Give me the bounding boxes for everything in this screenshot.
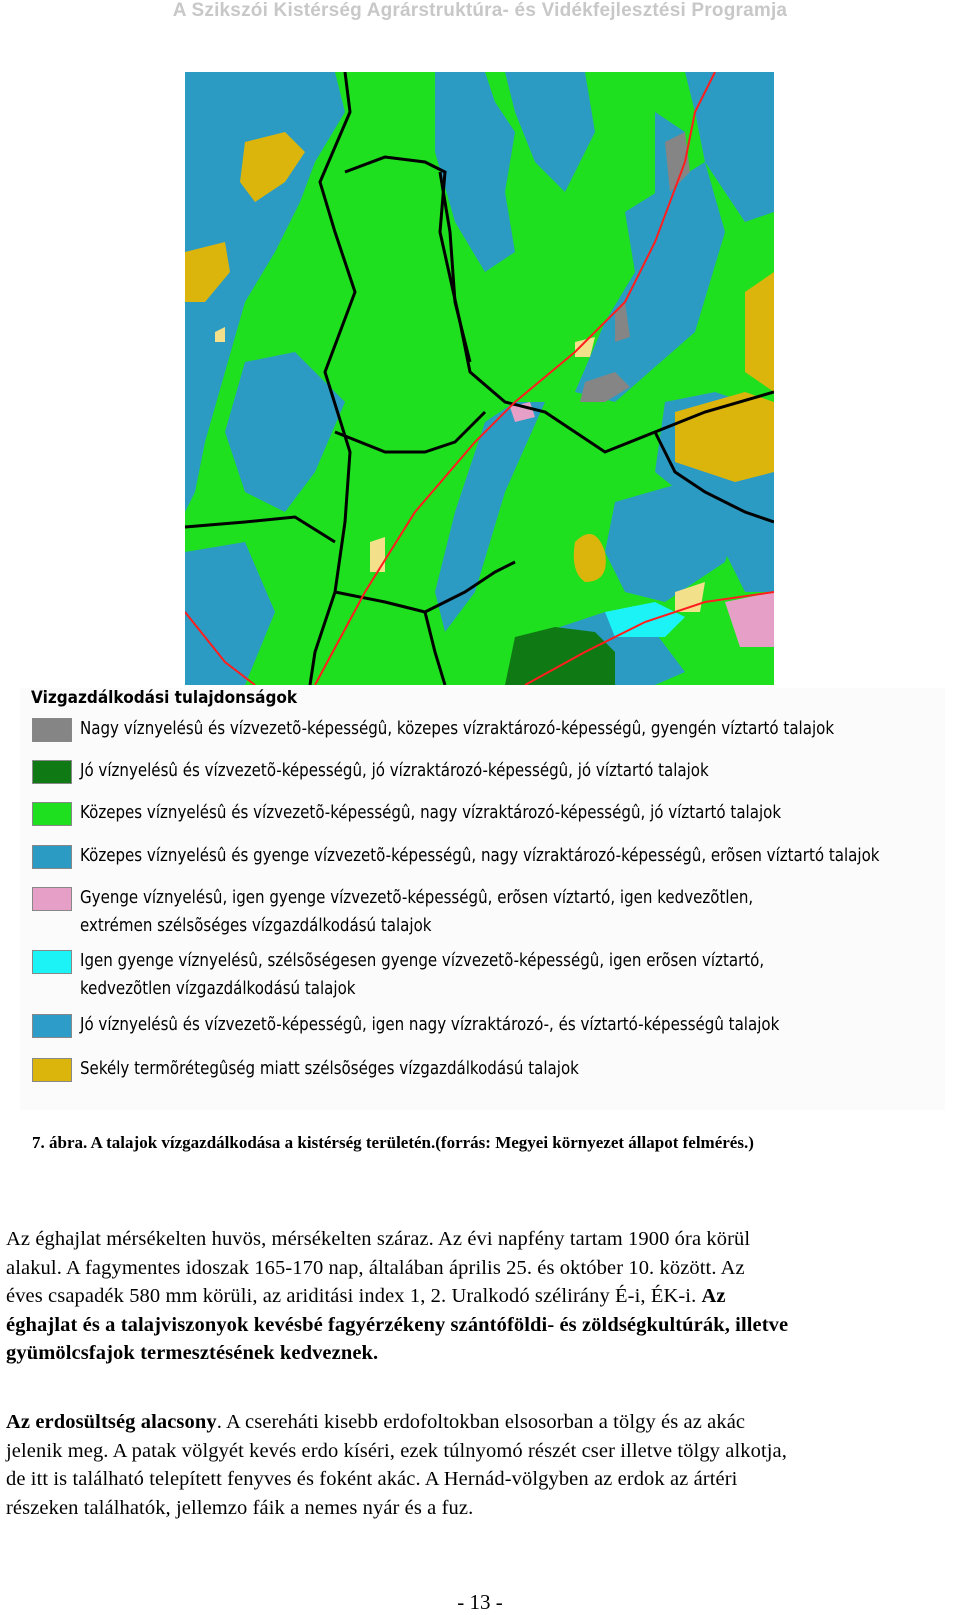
legend-swatch [32,887,72,911]
paragraph-line: de itt is található telepített fenyves és foként akác. A Hernád-völgyben az erdok az ártéri [6,1468,738,1490]
bold-text: éghajlat és a talajviszonyok kevésbé fagyérzékeny szántóföldi- és zöldségkultúrák, illetve [6,1313,789,1336]
legend-label: Közepes víznyelésû és vízvezetõ-képességû, nagy vízraktározó-képességû, jó víztartó talajok [80,803,782,823]
paragraph-climate [6,1225,954,1368]
legend-swatch [32,1014,72,1038]
legend-swatch [32,802,72,826]
legend-swatch [32,950,72,974]
bold-text: Az [701,1285,726,1307]
legend-label: Igen gyenge víznyelésû, szélsõségesen gyenge vízvezetõ-képességû, igen erõsen víztartó, [80,951,765,971]
paragraph-line [6,1408,954,1437]
darkgreen-region [505,627,615,685]
legend-label: Jó víznyelésû és vízvezetõ-képességû, igen nagy vízraktározó-, és víztartó-képességû talajok [80,1015,780,1035]
paragraph-line-text: éves csapadék 580 mm körüli, az ariditási index 1, 2. Uralkodó szélirány É-i, ÉK-i. [6,1285,697,1307]
legend-swatch [32,1058,72,1082]
legend-label: Gyenge víznyelésû, igen gyenge vízvezetõ-képességû, erõsen víztartó, igen kedvezõtlen, [80,888,754,908]
legend-label: extrémen szélsõséges vízgazdálkodású talajok [80,916,432,936]
paragraph-line: részeken találhatók, jellemzo fáik a nemes nyár és a fuz. [6,1496,474,1519]
legend-label: kedvezõtlen vízgazdálkodású talajok [80,979,356,999]
paragraph-line: jelenik meg. A patak völgyét kevés erdo kíséri, ezek túlnyomó részét cser illetve tölgy alkotja, [6,1439,787,1462]
legend-title: Vizgazdálkodási tulajdonságok [31,688,298,708]
soil-water-map [185,72,774,685]
paragraph-line: alakul. A fagymentes idoszak 165-170 nap, általában április 25. és október 10. között. Az [6,1256,745,1279]
paragraph-line [6,1282,954,1311]
bold-text: Az erdosültség alacsony [6,1411,217,1433]
paragraph-line-text: . A csereháti kisebb erdofoltokban elsosorban a tölgy és az akác [216,1411,746,1433]
legend-label: Jó víznyelésû és vízvezetõ-képességû, jó vízraktározó-képességû, jó víztartó talajok [80,761,709,781]
paragraph-line [6,1339,954,1368]
legend-swatch [32,718,72,742]
page-number: - 13 - [457,1590,503,1614]
legend-label: Sekély termõrétegûség miatt szélsõséges vízgazdálkodású talajok [80,1059,579,1079]
hatched-spot-2 [370,537,385,572]
bold-text: gyümölcsfajok termesztésének kedveznek. [6,1342,379,1364]
running-header: A Szikszói Kistérség Agrárstruktúra- és Vidékfejlesztési Programja [172,0,788,21]
paragraph-forest [6,1408,954,1522]
map-legend [20,688,945,1110]
legend-swatch [32,760,72,784]
legend-swatch [32,845,72,869]
figure-caption: 7. ábra. A talajok vízgazdálkodása a kistérség területén.(forrás: Megyei környezet állapot felmérés.) [32,1133,754,1152]
paragraph-line: Az éghajlat mérsékelten huvös, mérsékelten száraz. Az évi napfény tartam 1900 óra körül [6,1228,751,1250]
paragraph-line [6,1311,954,1340]
yellow-region-ne [745,272,774,392]
legend-label: Nagy víznyelésû és vízvezetõ-képességû, közepes vízraktározó-képességû, gyengén víztartó talajok [80,719,835,739]
legend-label: Közepes víznyelésû és gyenge vízvezetõ-képességû, nagy vízraktározó-képességû, erõsen víztartó talajok [80,846,880,866]
